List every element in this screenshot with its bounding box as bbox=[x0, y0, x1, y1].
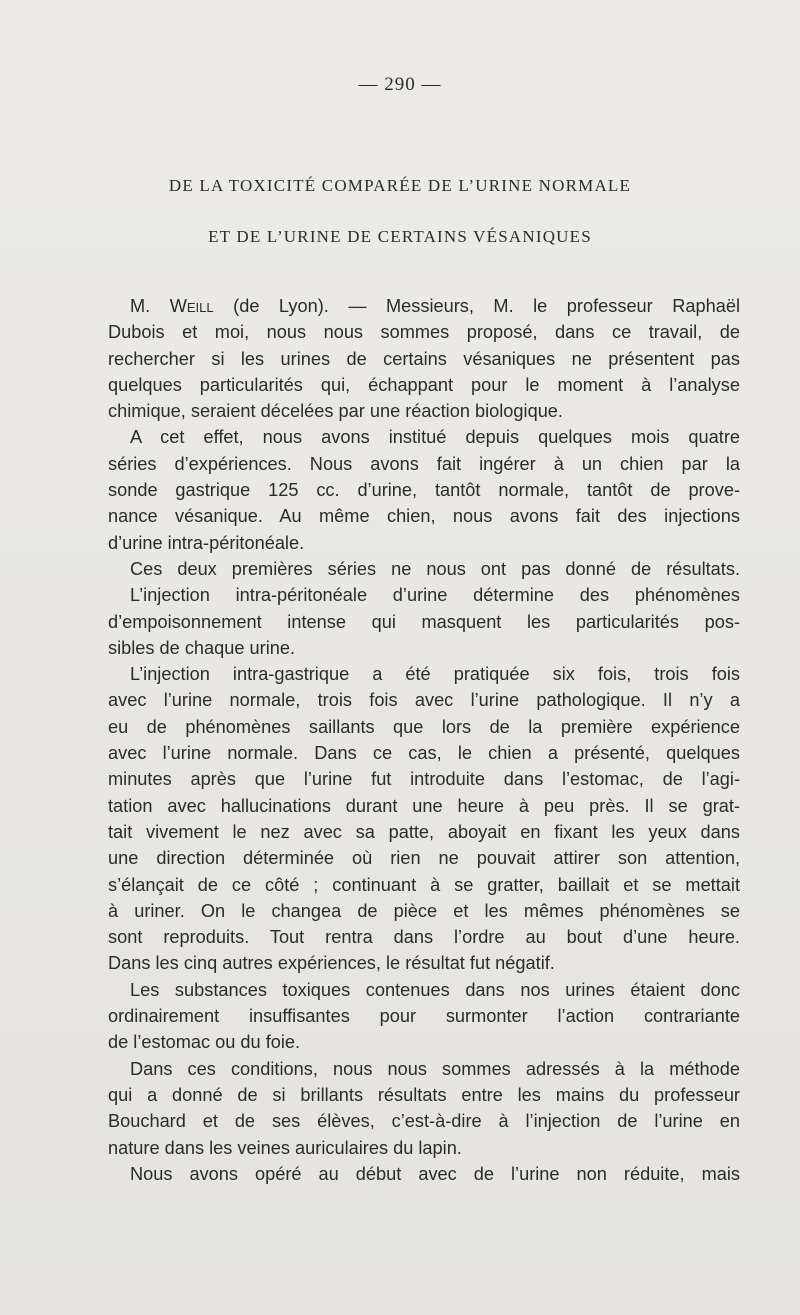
text-line: une direction déterminée où rien ne pouvait attirer son attention, bbox=[108, 848, 740, 869]
speaker-prefix: M. bbox=[130, 296, 170, 316]
article-title-line-2: ET DE L’URINE DE CERTAINS VÉSANIQUES bbox=[208, 227, 592, 246]
text-line: sont reproduits. Tout rentra dans l’ordre au bout d’une heure. bbox=[108, 927, 740, 948]
first-line-text: (de Lyon). — Messieurs, M. le professeur Raphaël bbox=[213, 296, 740, 316]
text-line: tait vivement le nez avec sa patte, aboyait en fixant les yeux dans bbox=[108, 821, 740, 842]
text-line: avec l’urine normale, trois fois avec l’urine pathologique. Il n’y a bbox=[108, 690, 740, 711]
page-number: — 290 — bbox=[358, 74, 442, 95]
text-line: Dans ces conditions, nous nous sommes adressés à la méthode bbox=[130, 1058, 740, 1079]
text-line: minutes après que l’urine fut introduite dans l’estomac, de l’agi- bbox=[108, 769, 740, 790]
article-body bbox=[108, 293, 740, 1187]
text-line: eu de phénomènes saillants que lors de la première expérience bbox=[108, 716, 740, 737]
text-line: avec l’urine normale. Dans ce cas, le chien a présenté, quelques bbox=[108, 743, 740, 764]
text-line: séries d’expériences. Nous avons fait ingérer à un chien par la bbox=[108, 453, 740, 474]
text-line: s’élançait de ce côté ; continuant à se gratter, baillait et se mettait bbox=[108, 874, 740, 895]
text-line: Nous avons opéré au début avec de l’urine non réduite, mais bbox=[130, 1163, 740, 1184]
text-line: d’urine intra-péritonéale. bbox=[108, 532, 305, 553]
text-line: chimique, seraient décelées par une réaction biologique. bbox=[108, 401, 563, 422]
text-line: rechercher si les urines de certains vésaniques ne présentent pas bbox=[108, 348, 740, 369]
text-line: nance vésanique. Au même chien, nous avons fait des injections bbox=[108, 506, 740, 527]
text-line: Les substances toxiques contenues dans nos urines étaient donc bbox=[130, 979, 740, 1000]
text-line: quelques particularités qui, échappant pour le moment à l’analyse bbox=[108, 374, 740, 395]
text-line: Dans les cinq autres expériences, le résultat fut négatif. bbox=[108, 953, 555, 974]
text-line: L’injection intra-gastrique a été pratiquée six fois, trois fois bbox=[130, 664, 740, 685]
paragraph-first-line bbox=[108, 293, 740, 319]
text-line: de l’estomac ou du foie. bbox=[108, 1032, 301, 1053]
speaker-name: Weill bbox=[169, 296, 214, 316]
text-line: ordinairement insuffisantes pour surmonter l’action contrariante bbox=[108, 1006, 740, 1027]
text-line: à uriner. On le changea de pièce et les mêmes phénomènes se bbox=[108, 900, 740, 921]
text-line: nature dans les veines auriculaires du lapin. bbox=[108, 1137, 462, 1158]
text-line: A cet effet, nous avons institué depuis quelques mois quatre bbox=[130, 427, 740, 448]
text-line: qui a donné de si brillants résultats entre les mains du professeur bbox=[108, 1084, 740, 1105]
text-line: Bouchard et de ses élèves, c’est-à-dire à l’injection de l’urine en bbox=[108, 1111, 740, 1132]
text-line: L’injection intra-péritonéale d’urine détermine des phénomènes bbox=[130, 585, 740, 606]
article-title-line-1: DE LA TOXICITÉ COMPARÉE DE L’URINE NORMALE bbox=[168, 176, 632, 195]
text-line: sonde gastrique 125 cc. d’urine, tantôt normale, tantôt de prove- bbox=[108, 480, 740, 501]
text-line: Dubois et moi, nous nous sommes proposé, dans ce travail, de bbox=[108, 322, 740, 343]
text-line: tation avec hallucinations durant une heure à peu près. Il se grat- bbox=[108, 795, 740, 816]
text-line: sibles de chaque urine. bbox=[108, 637, 296, 658]
text-line: Ces deux premières séries ne nous ont pas donné de résultats. bbox=[130, 558, 740, 579]
text-line: d’empoisonnement intense qui masquent les particularités pos- bbox=[108, 611, 740, 632]
